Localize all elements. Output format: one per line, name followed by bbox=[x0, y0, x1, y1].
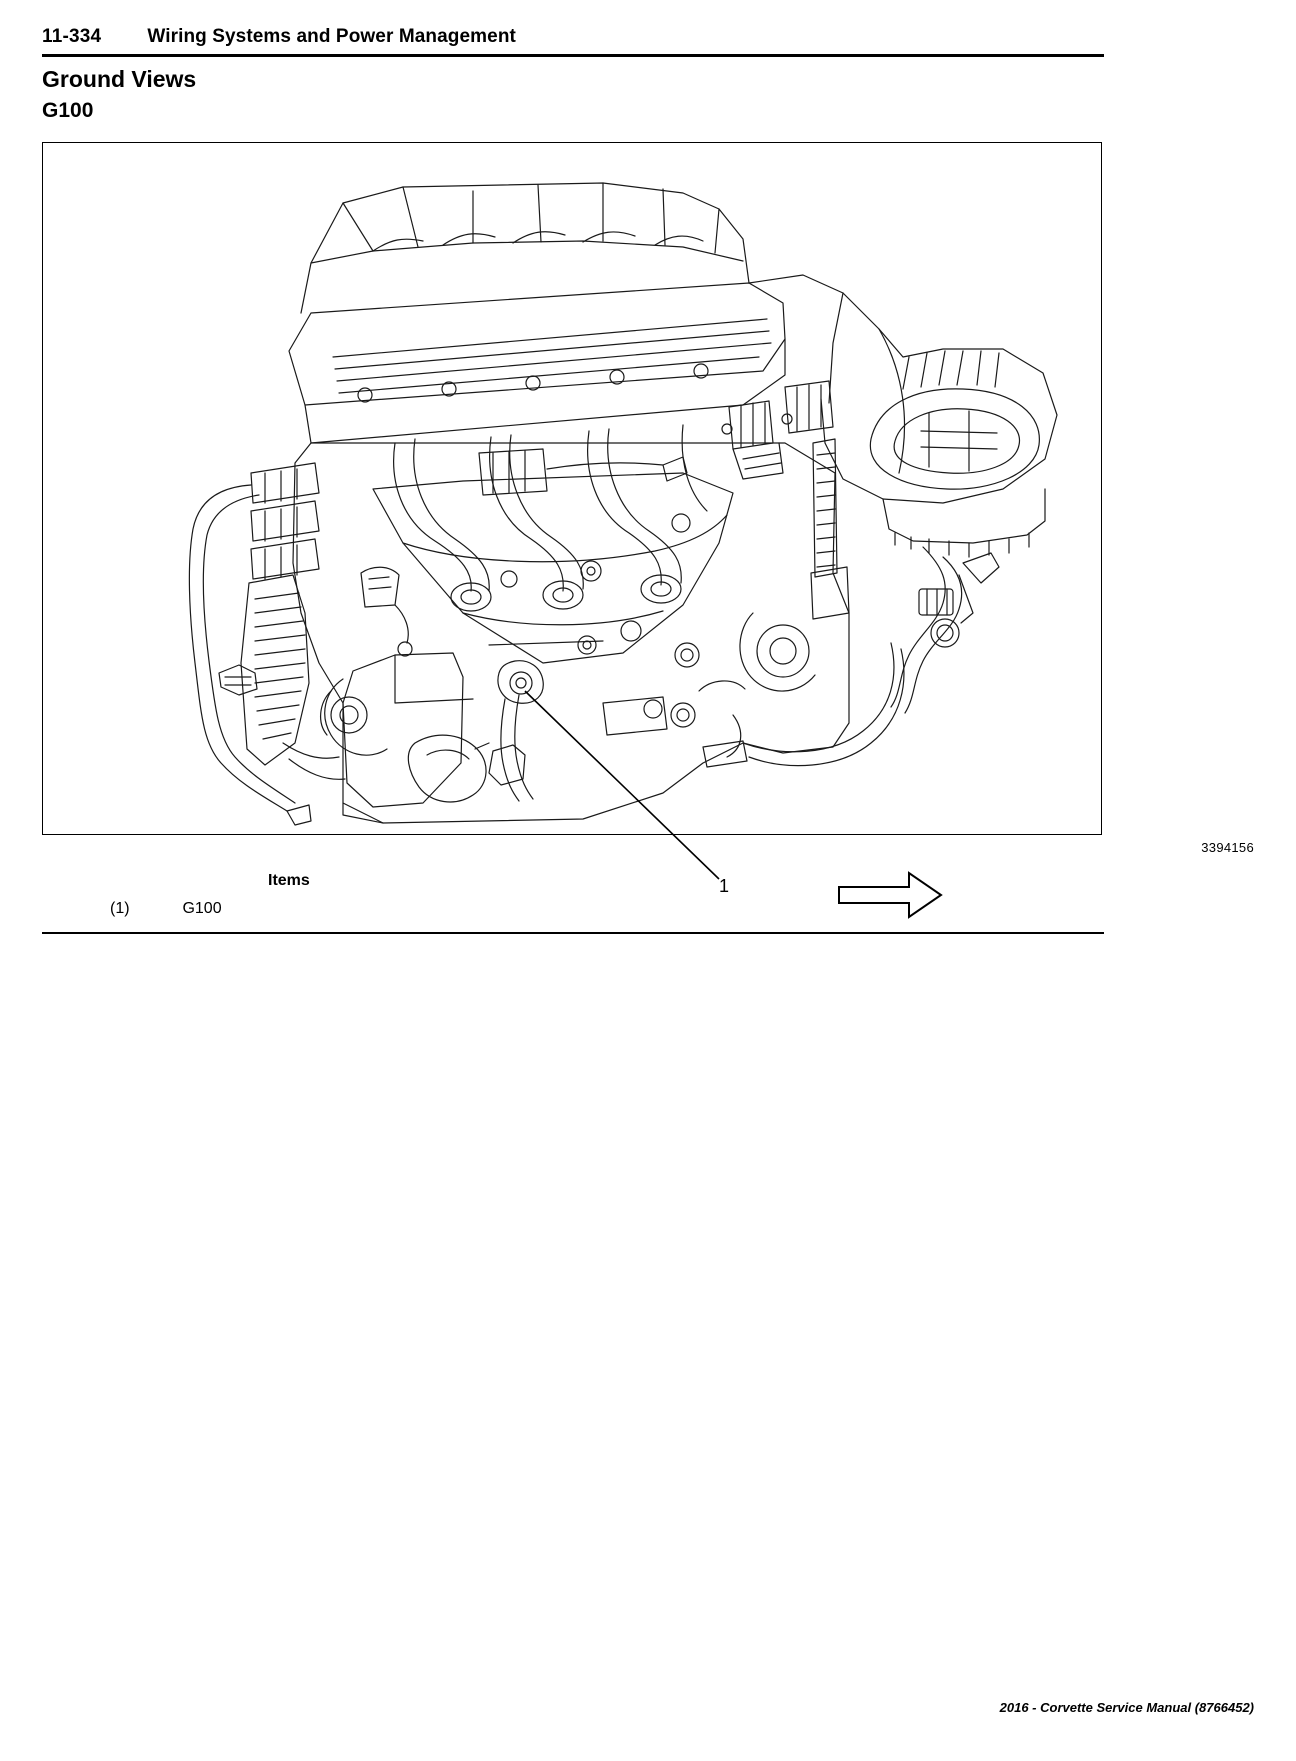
item-callout: (1) bbox=[110, 900, 130, 917]
items-table-divider bbox=[42, 932, 1104, 934]
direction-arrow-icon bbox=[839, 873, 941, 917]
header-section-title: Wiring Systems and Power Management bbox=[147, 26, 516, 47]
page-footer: 2016 - Corvette Service Manual (8766452) bbox=[999, 1700, 1254, 1715]
page-number: 11-334 bbox=[42, 26, 102, 47]
header-divider bbox=[42, 54, 1104, 57]
figure-reference-number: 3394156 bbox=[1201, 840, 1254, 855]
page-header bbox=[42, 26, 1104, 48]
callout-number-1: 1 bbox=[719, 876, 730, 896]
callout-leader-line bbox=[525, 691, 719, 879]
page-subtitle: G100 bbox=[42, 99, 94, 122]
item-description: G100 bbox=[182, 900, 222, 917]
items-column-header: Items bbox=[268, 872, 310, 889]
table-row bbox=[110, 900, 610, 918]
page-title: Ground Views bbox=[42, 66, 197, 92]
engine-diagram-svg bbox=[43, 143, 1101, 834]
